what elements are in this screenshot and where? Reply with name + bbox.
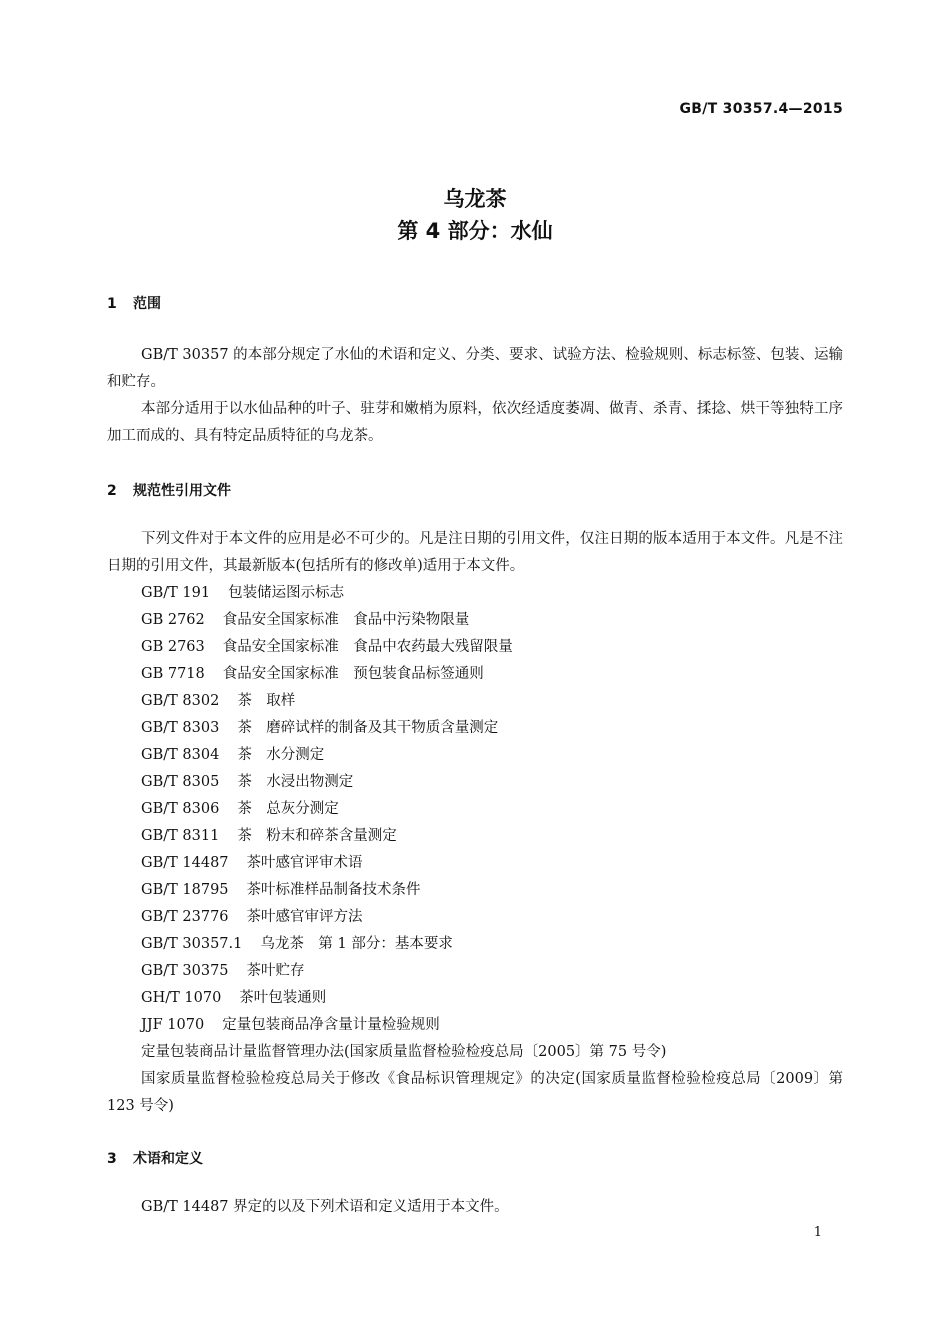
reference-title: 定量包装商品净含量计量检验规则 xyxy=(222,1017,440,1033)
reference-title: 包装储运图示标志 xyxy=(228,585,345,601)
reference-title: 茶 磨碎试样的制备及其干物质含量测定 xyxy=(237,720,499,736)
reference-code: GB/T 191 xyxy=(141,585,211,601)
reference-item xyxy=(141,904,363,931)
page-number: 1 xyxy=(813,1225,822,1240)
reference-item xyxy=(141,1012,440,1039)
reference-title: 乌龙茶 第 1 部分：基本要求 xyxy=(260,936,453,952)
reference-item xyxy=(141,985,326,1012)
standard-code: GB/T 30357.4—2015 xyxy=(679,101,843,117)
reference-item xyxy=(141,607,469,634)
reference-title: 茶叶标准样品制备技术条件 xyxy=(246,882,421,898)
section-number: 3 xyxy=(107,1151,117,1167)
reference-code: GB/T 8304 xyxy=(141,747,220,763)
section-number: 1 xyxy=(107,296,117,312)
paragraph: 下列文件对于本文件的应用是必不可少的。凡是注日期的引用文件，仅注日期的版本适用于本文件。凡是不注日期的引用文件，其最新版本(包括所有的修改单)适用于本文件。 xyxy=(107,531,843,574)
reference-title: 茶 水分测定 xyxy=(237,747,325,763)
reference-item xyxy=(141,769,353,796)
section-heading-terms-definitions xyxy=(107,1148,203,1168)
reference-title: 茶叶包装通则 xyxy=(239,990,327,1006)
reference-code: GB/T 23776 xyxy=(141,909,229,925)
section-title: 术语和定义 xyxy=(133,1151,203,1167)
reference-item xyxy=(141,634,513,661)
reference-code: GB 2763 xyxy=(141,639,205,655)
reference-title: 茶叶感官评审术语 xyxy=(246,855,363,871)
reference-item xyxy=(141,715,498,742)
reference-item: 定量包装商品计量监督管理办法(国家质量监督检验检疫总局〔2005〕第 75 号令) xyxy=(141,1044,667,1060)
reference-code: GB 7718 xyxy=(141,666,205,682)
reference-code: GB/T 8311 xyxy=(141,828,220,844)
reference-item xyxy=(141,931,453,958)
reference-code: GB/T 8303 xyxy=(141,720,220,736)
reference-item xyxy=(141,958,305,985)
reference-item: 国家质量监督检验检疫总局关于修改《食品标识管理规定》的决定(国家质量监督检验检疫总局〔2009〕第 123 号令) xyxy=(107,1071,843,1114)
reference-code: GB/T 18795 xyxy=(141,882,229,898)
reference-title: 茶 总灰分测定 xyxy=(237,801,339,817)
reference-code: GH/T 1070 xyxy=(141,990,222,1006)
reference-title: 食品安全国家标准 预包装食品标签通则 xyxy=(222,666,484,682)
section-heading-normative-references xyxy=(107,480,231,500)
section-number: 2 xyxy=(107,483,117,499)
reference-code: JJF 1070 xyxy=(141,1017,205,1033)
section-title: 范围 xyxy=(133,296,161,312)
paragraph: 本部分适用于以水仙品种的叶子、驻芽和嫩梢为原料，依次经适度萎凋、做青、杀青、揉捻、烘干等独特工序加工而成的、具有特定品质特征的乌龙茶。 xyxy=(107,401,843,444)
paragraph: GB/T 14487 界定的以及下列术语和定义适用于本文件。 xyxy=(141,1199,509,1215)
paragraph: GB/T 30357 的本部分规定了水仙的术语和定义、分类、要求、试验方法、检验规则、标志标签、包装、运输和贮存。 xyxy=(107,347,843,390)
reference-title: 茶叶贮存 xyxy=(246,963,305,979)
reference-code: GB/T 8305 xyxy=(141,774,220,790)
reference-item xyxy=(141,796,339,823)
reference-item xyxy=(141,661,484,688)
reference-item xyxy=(141,823,397,850)
reference-title: 茶 取样 xyxy=(237,693,296,709)
section-heading-scope xyxy=(107,293,161,313)
reference-item xyxy=(141,877,421,904)
reference-code: GB/T 14487 xyxy=(141,855,229,871)
reference-title: 茶 水浸出物测定 xyxy=(237,774,354,790)
section-title: 规范性引用文件 xyxy=(133,483,231,499)
reference-title: 食品安全国家标准 食品中污染物限量 xyxy=(222,612,470,628)
reference-item xyxy=(141,688,295,715)
reference-item xyxy=(141,580,344,607)
reference-code: GB/T 30357.1 xyxy=(141,936,243,952)
reference-code: GB/T 8302 xyxy=(141,693,220,709)
document-title: 乌龙茶 xyxy=(443,187,507,211)
reference-code: GB/T 30375 xyxy=(141,963,229,979)
reference-item xyxy=(141,742,324,769)
reference-title: 茶叶感官审评方法 xyxy=(246,909,363,925)
reference-code: GB/T 8306 xyxy=(141,801,220,817)
reference-item xyxy=(141,850,363,877)
reference-title: 食品安全国家标准 食品中农药最大残留限量 xyxy=(222,639,513,655)
document-subtitle: 第 4 部分：水仙 xyxy=(397,219,553,243)
reference-code: GB 2762 xyxy=(141,612,205,628)
reference-title: 茶 粉末和碎茶含量测定 xyxy=(237,828,397,844)
